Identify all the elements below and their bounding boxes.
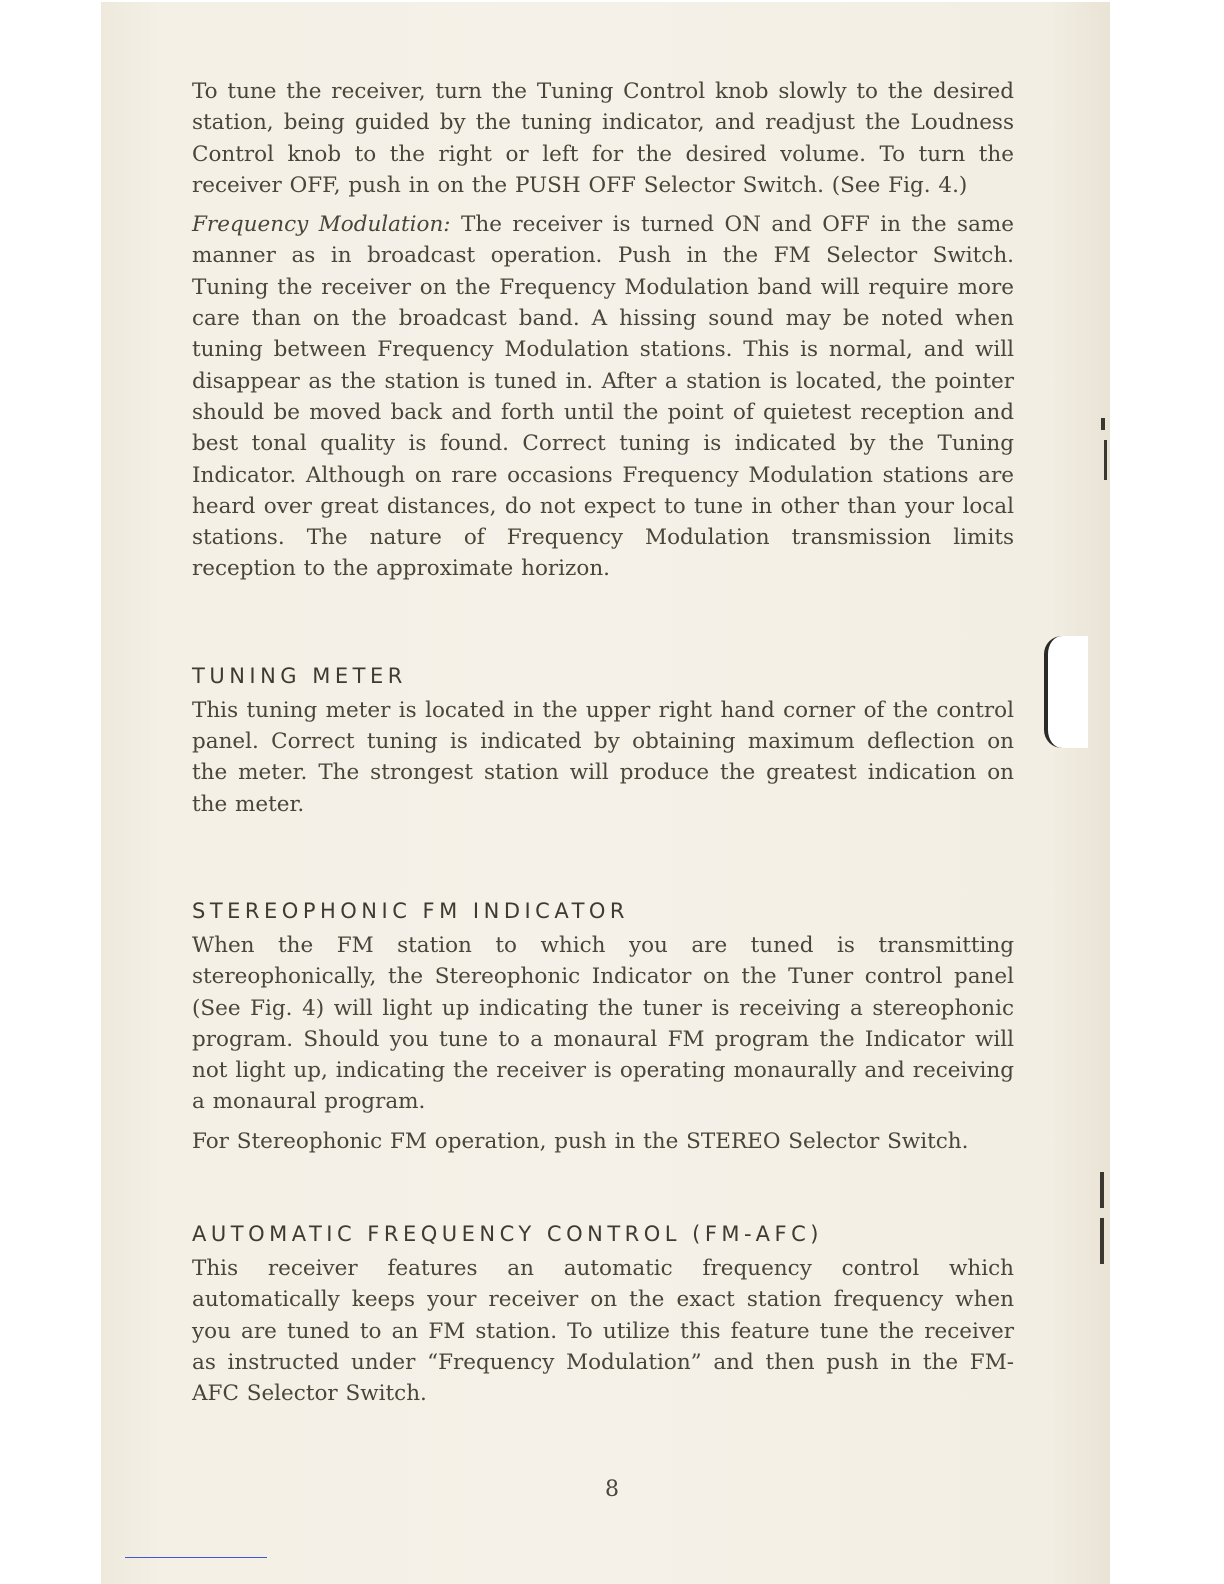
paragraph-text: This receiver features an automatic frequency control which automatically keeps your receiver on the exact station frequency when you are tuned to an FM station. To utilize this feature tune the receiver as instructed under “Frequency Modulation” and then push in the FM-AFC Selector Switch. [192, 1256, 1014, 1407]
section-heading-tuning-meter: TUNING METER [192, 663, 407, 688]
paragraph [192, 695, 1014, 820]
paragraph [192, 1126, 1014, 1157]
page-number: 8 [605, 1477, 619, 1502]
edge-mark [1100, 1218, 1104, 1264]
edge-mark [1100, 1172, 1104, 1208]
edge-mark [1101, 418, 1105, 430]
paragraph-text: To tune the receiver, turn the Tuning Control knob slowly to the desired station, being guided by the tuning indicator, and readjust the Loudness Control knob to the right or left for the desired volume. To turn the receiver OFF, push in on the PUSH OFF Selector Switch. (See Fig. 4.) [192, 79, 1014, 198]
paragraph-text: When the FM station to which you are tuned is transmitting stereophonically, the Stereophonic Indicator on the Tuner control panel (See Fig. 4) will light up indicating the tuner is receiving a stereophonic program. Should you tune to a monaural FM program the Indicator will not light up, indicating the receiver is operating monaurally and receiving a monaural program. [192, 932, 1014, 1115]
document-body [192, 76, 1014, 1418]
paragraph [192, 1253, 1014, 1409]
paragraph-text: This tuning meter is located in the upper right hand corner of the control panel. Correct tuning is indicated by obtaining maximum deflection on the meter. The strongest station will produce the greatest indication on the meter. [192, 697, 1014, 817]
paragraph-text: For Stereophonic FM operation, push in the STEREO Selector Switch. [192, 1128, 969, 1154]
link-underline[interactable] [125, 1557, 267, 1558]
binder-hole [1044, 636, 1088, 748]
paragraph-lead: Frequency Modulation: [192, 212, 451, 238]
section-heading-stereophonic-fm-indicator: STEREOPHONIC FM INDICATOR [192, 898, 630, 923]
paragraph [192, 930, 1014, 1118]
paragraph [192, 76, 1014, 201]
section-heading-automatic-frequency-control: AUTOMATIC FREQUENCY CONTROL (FM-AFC) [192, 1222, 823, 1247]
paragraph [192, 209, 1014, 585]
edge-mark [1104, 440, 1107, 480]
paragraph-text: The receiver is turned ON and OFF in the same manner as in broadcast operation. Push in the FM Selector Switch. Tuning the receiver on the Frequency Modulation band will require more care than on the broadcast band. A hissing sound may be noted when tuning between Frequency Modulation stations. This is normal, and will disappear as the station is tuned in. After a station is located, the pointer should be moved back and forth until the point of quietest reception and best tonal quality is found. Correct tuning is indicated by the Tuning Indicator. Although on rare occasions Frequency Modulation stations are heard over great distances, do not expect to tune in other than your local stations. The nature of Frequency Modulation transmission limits reception to the approximate horizon. [192, 212, 1015, 582]
